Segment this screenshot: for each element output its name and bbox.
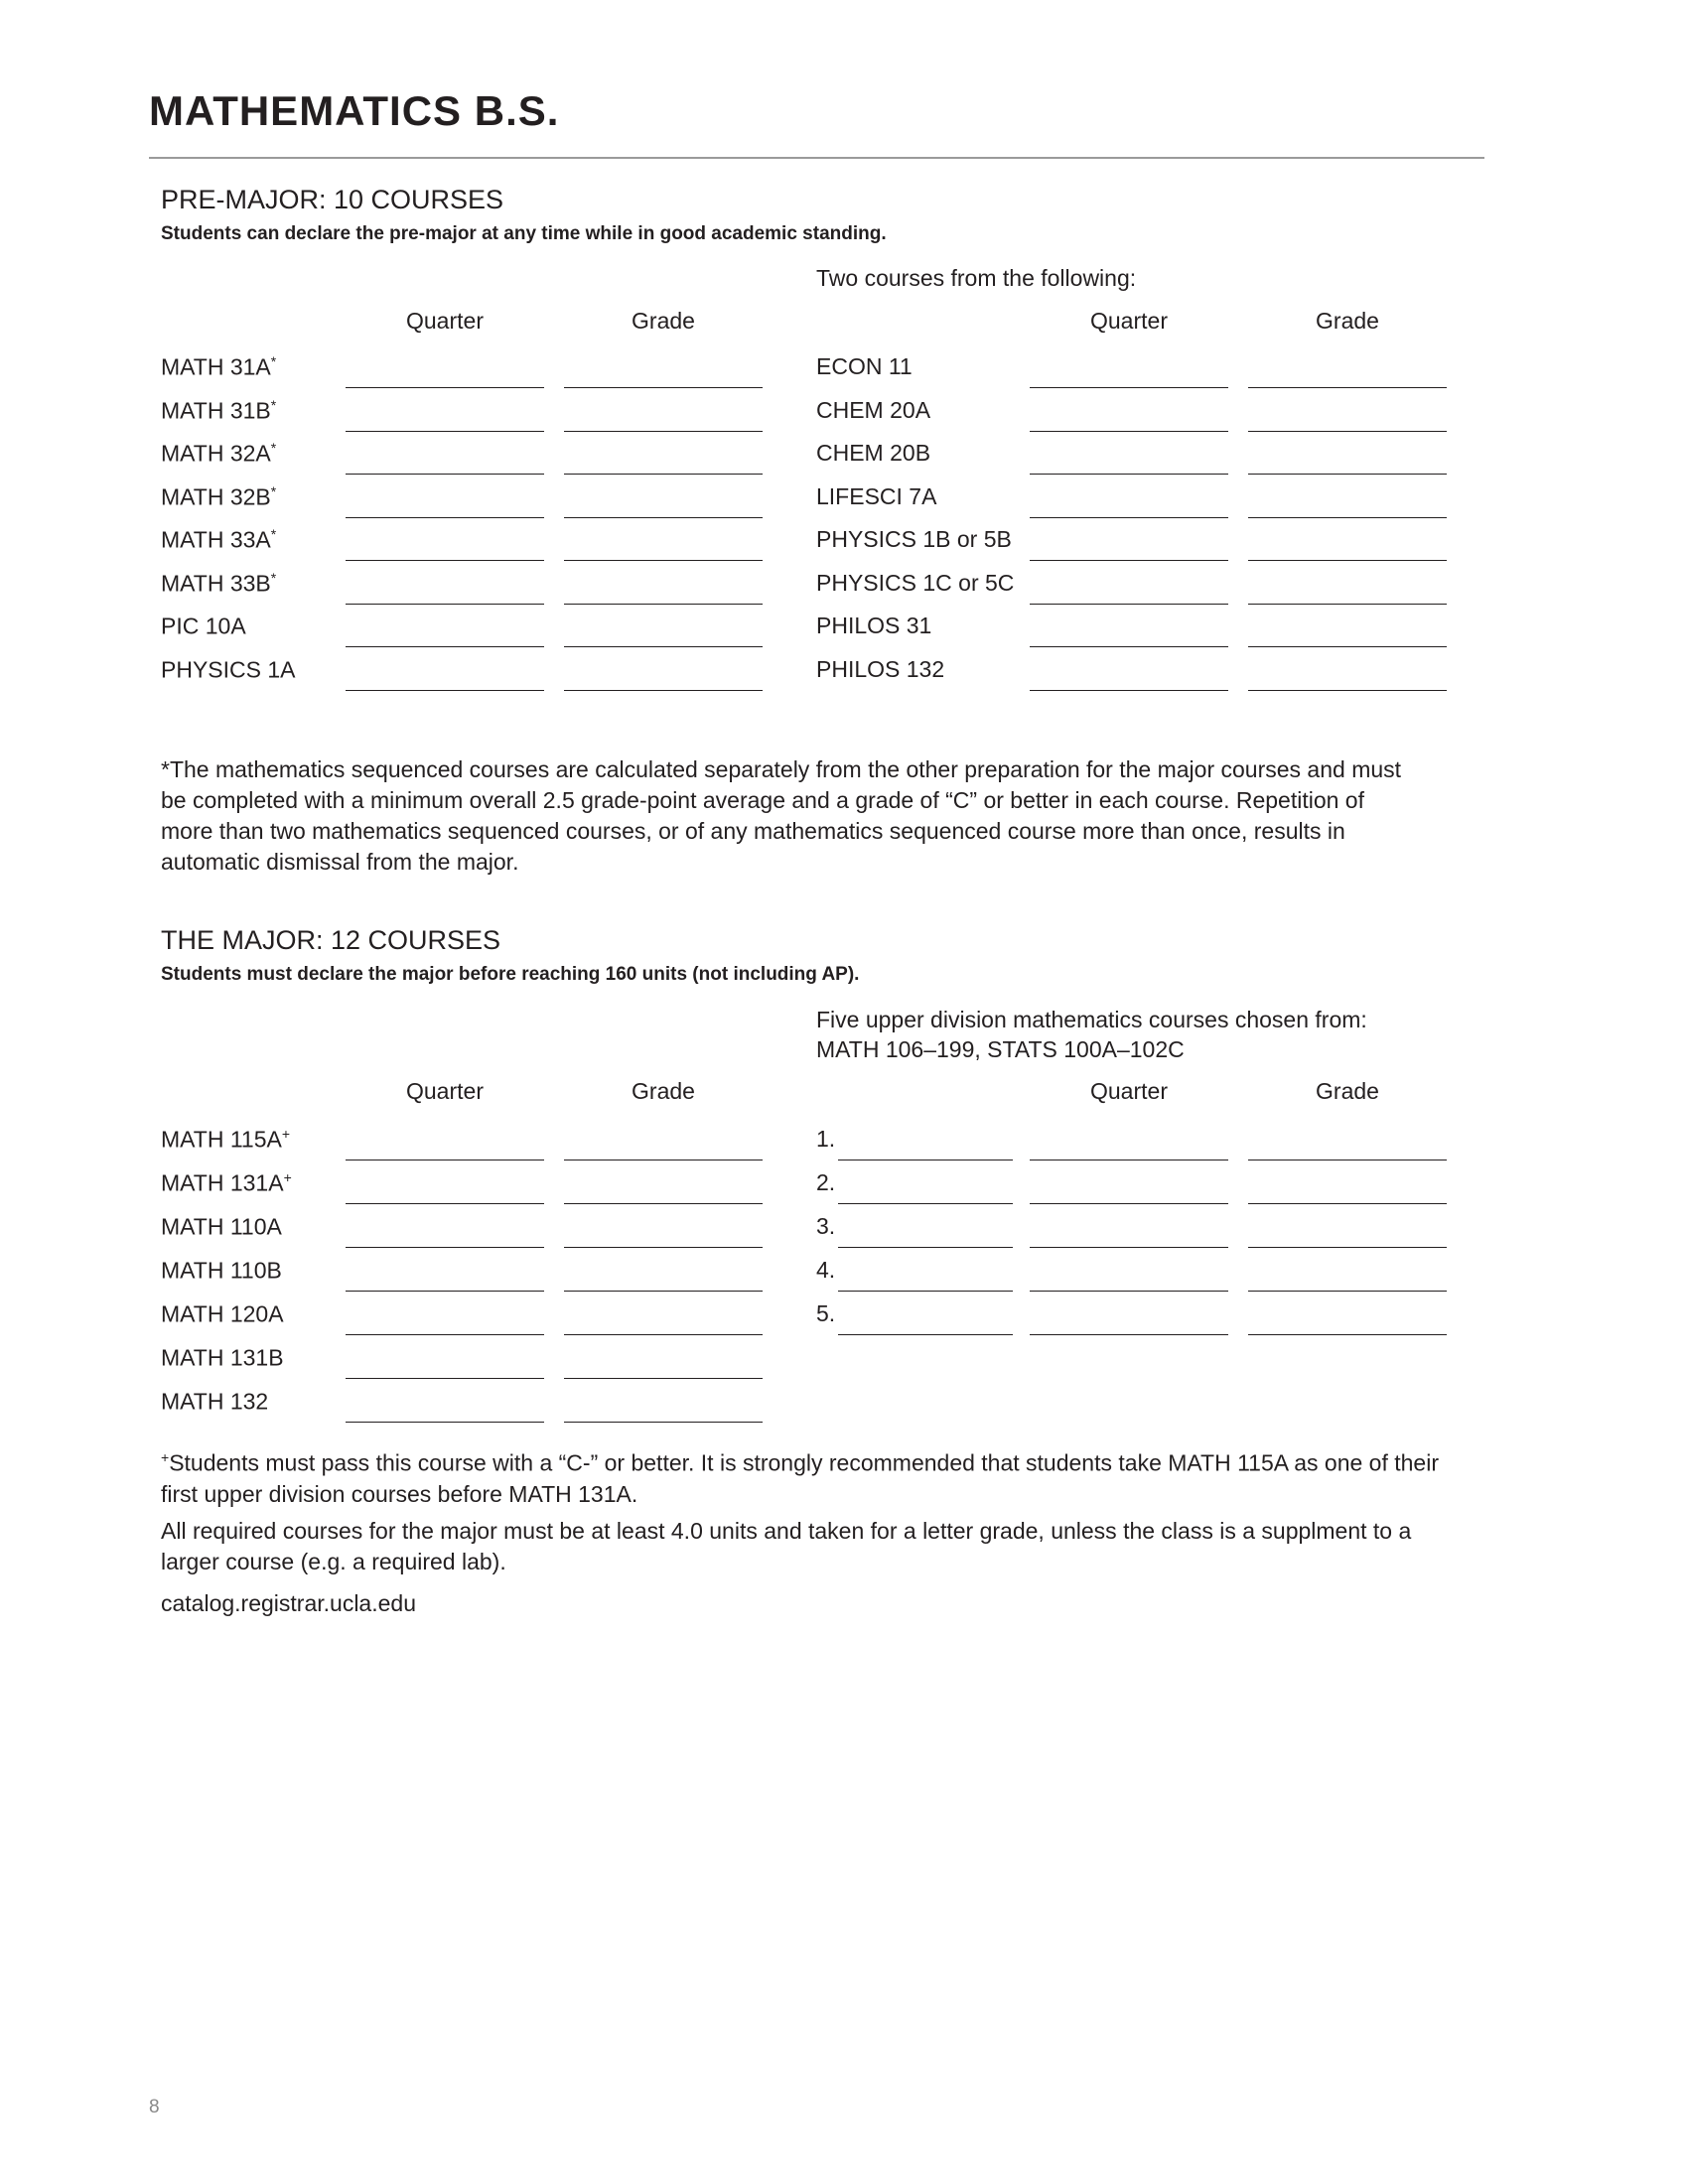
- course-name: [161, 1169, 292, 1197]
- pre-major-left-grade-header: Grade: [632, 308, 695, 334]
- major-elective-row: [816, 1257, 1571, 1300]
- quarter-entry-line[interactable]: [346, 1203, 544, 1204]
- course-name-text: PHILOS 31: [816, 613, 932, 638]
- course-name: [161, 1213, 282, 1241]
- major-right-grade-header: Grade: [1316, 1078, 1379, 1104]
- major-title: THE MAJOR: 12 COURSES: [161, 925, 501, 955]
- major-elective-row: [816, 1169, 1571, 1213]
- course-name: [161, 1344, 284, 1372]
- course-name: [816, 397, 930, 424]
- quarter-entry-line[interactable]: [346, 1422, 544, 1423]
- grade-entry-line[interactable]: [1248, 1334, 1447, 1335]
- course-mark: *: [270, 396, 277, 413]
- course-name-text: MATH 120A: [161, 1300, 284, 1327]
- pre-major-right-grade-header: Grade: [1316, 308, 1379, 334]
- grade-entry-line[interactable]: [1248, 474, 1447, 475]
- course-name: [816, 656, 944, 683]
- course-name-text: PHYSICS 1C or 5C: [816, 569, 1015, 596]
- pre-major-elective-intro: Two courses from the following:: [816, 265, 1137, 291]
- course-name-text: MATH 31B: [161, 397, 271, 424]
- course-name-text: MATH 115A: [161, 1126, 282, 1153]
- course-entry-line[interactable]: [838, 1334, 1013, 1335]
- major-grading-note: All required courses for the major must be at least 4.0 units and taken for a letter grade, unless the class is a supplment to a larger course (e.g. a required lab).: [161, 1518, 1412, 1574]
- quarter-entry-line[interactable]: [1030, 604, 1228, 605]
- quarter-entry-line[interactable]: [346, 517, 544, 518]
- quarter-entry-line[interactable]: [1030, 1203, 1228, 1204]
- course-mark: *: [270, 526, 277, 542]
- quarter-entry-line[interactable]: [1030, 560, 1228, 561]
- grade-entry-line[interactable]: [1248, 1203, 1447, 1204]
- quarter-entry-line[interactable]: [346, 690, 544, 691]
- course-entry-line[interactable]: [838, 1291, 1013, 1292]
- quarter-entry-line[interactable]: [1030, 1334, 1228, 1335]
- grade-entry-line[interactable]: [564, 1422, 763, 1423]
- course-entry-line[interactable]: [838, 1247, 1013, 1248]
- pre-major-course-row: [161, 526, 915, 570]
- pre-major-subtitle: Students can declare the pre-major at any time while in good academic standing.: [161, 223, 887, 244]
- row-number: 1.: [816, 1126, 836, 1152]
- course-name-text: MATH 132: [161, 1388, 269, 1415]
- pre-major-elective-row: [816, 526, 1571, 570]
- grade-entry-line[interactable]: [564, 474, 763, 475]
- course-name-text: MATH 31A: [161, 353, 271, 380]
- pre-major-left-quarter-header: Quarter: [406, 308, 484, 334]
- major-footnote-text: Students must pass this course with a “C-” or better. It is strongly recommended that students take MATH 115A as one of their first upper division courses before MATH 131A.: [161, 1449, 1439, 1507]
- major-elective-intro: [816, 1005, 1367, 1064]
- course-mark: *: [270, 440, 277, 456]
- course-name-text: MATH 32A: [161, 440, 271, 467]
- course-name-text: MATH 33A: [161, 526, 271, 553]
- major-elective-row: [816, 1300, 1571, 1344]
- quarter-entry-line[interactable]: [346, 1291, 544, 1292]
- course-name: [161, 613, 246, 640]
- pre-major-elective-row: [816, 656, 1571, 700]
- course-name-text: MATH 131B: [161, 1344, 284, 1371]
- pre-major-elective-row: [816, 440, 1571, 483]
- quarter-entry-line[interactable]: [1030, 1247, 1228, 1248]
- course-name-text: MATH 110A: [161, 1213, 282, 1240]
- pre-major-elective-row: [816, 353, 1571, 397]
- quarter-entry-line[interactable]: [346, 646, 544, 647]
- course-name-text: PIC 10A: [161, 613, 246, 639]
- major-course-row: [161, 1213, 915, 1257]
- grade-entry-line[interactable]: [564, 646, 763, 647]
- row-number: 4.: [816, 1257, 836, 1283]
- course-mark: *: [270, 353, 277, 369]
- course-name-text: MATH 33B: [161, 570, 271, 597]
- course-mark: +: [283, 1169, 292, 1185]
- quarter-entry-line[interactable]: [346, 1334, 544, 1335]
- course-name-text: CHEM 20B: [816, 440, 931, 466]
- pre-major-course-row: [161, 353, 915, 397]
- quarter-entry-line[interactable]: [346, 1378, 544, 1379]
- course-mark: *: [270, 569, 277, 586]
- major-course-row: [161, 1344, 915, 1388]
- course-name: [161, 353, 276, 381]
- pre-major-course-row: [161, 656, 915, 700]
- quarter-entry-line[interactable]: [1030, 431, 1228, 432]
- major-right-quarter-header: Quarter: [1090, 1078, 1168, 1104]
- major-elective-row: [816, 1126, 1571, 1169]
- major-footnote-mark: +: [161, 1449, 170, 1465]
- pre-major-title: PRE-MAJOR: 10 COURSES: [161, 185, 504, 214]
- course-name: [161, 656, 296, 684]
- course-name: [161, 1388, 268, 1416]
- grade-entry-line[interactable]: [564, 560, 763, 561]
- course-name-text: ECON 11: [816, 353, 913, 379]
- course-name: [161, 483, 276, 511]
- grade-entry-line[interactable]: [1248, 517, 1447, 518]
- course-name-text: CHEM 20A: [816, 396, 931, 423]
- course-name: [161, 570, 276, 598]
- course-name: [161, 526, 276, 554]
- quarter-entry-line[interactable]: [346, 560, 544, 561]
- page-title: MATHEMATICS B.S.: [149, 87, 560, 134]
- quarter-entry-line[interactable]: [1030, 646, 1228, 647]
- major-course-row: [161, 1300, 915, 1344]
- grade-entry-line[interactable]: [564, 517, 763, 518]
- course-name: [816, 353, 913, 380]
- quarter-entry-line[interactable]: [1030, 690, 1228, 691]
- course-mark: *: [270, 482, 277, 499]
- course-name-text: MATH 110B: [161, 1257, 282, 1284]
- course-name: [161, 1126, 290, 1154]
- course-name: [816, 570, 1014, 597]
- course-name-text: PHYSICS 1A: [161, 656, 296, 683]
- course-name: [816, 483, 936, 510]
- pre-major-course-row: [161, 613, 915, 656]
- grade-entry-line[interactable]: [564, 431, 763, 432]
- quarter-entry-line[interactable]: [346, 604, 544, 605]
- course-name-text: LIFESCI 7A: [816, 482, 937, 509]
- quarter-entry-line[interactable]: [346, 474, 544, 475]
- course-name: [161, 397, 276, 425]
- pre-major-course-row: [161, 440, 915, 483]
- quarter-entry-line[interactable]: [346, 387, 544, 388]
- course-name-text: PHILOS 132: [816, 655, 945, 682]
- title-divider: [149, 157, 1484, 159]
- major-course-row: [161, 1169, 915, 1213]
- course-name: [161, 1300, 284, 1328]
- grade-entry-line[interactable]: [564, 387, 763, 388]
- pre-major-right-quarter-header: Quarter: [1090, 308, 1168, 334]
- row-number: 3.: [816, 1213, 836, 1239]
- quarter-entry-line[interactable]: [346, 1247, 544, 1248]
- course-name-text: PHYSICS 1B or 5B: [816, 526, 1012, 552]
- grade-entry-line[interactable]: [564, 1291, 763, 1292]
- course-mark: +: [281, 1126, 291, 1142]
- course-name: [161, 440, 276, 468]
- major-course-row: [161, 1388, 915, 1432]
- grade-entry-line[interactable]: [1248, 690, 1447, 691]
- grade-entry-line[interactable]: [1248, 1247, 1447, 1248]
- pre-major-course-row: [161, 570, 915, 614]
- course-entry-line[interactable]: [838, 1203, 1013, 1204]
- grade-entry-line[interactable]: [1248, 646, 1447, 647]
- major-left-grade-header: Grade: [632, 1078, 695, 1104]
- quarter-entry-line[interactable]: [1030, 387, 1228, 388]
- grade-entry-line[interactable]: [1248, 431, 1447, 432]
- grade-entry-line[interactable]: [564, 1203, 763, 1204]
- grade-entry-line[interactable]: [1248, 604, 1447, 605]
- quarter-entry-line[interactable]: [1030, 1291, 1228, 1292]
- pre-major-footnote: *The mathematics sequenced courses are calculated separately from the other preparation for the major courses and must be completed with a minimum overall 2.5 grade-point average and a grade of “C” or better in each course. Repetition of more than two mathematics sequenced courses, or of any mathematics sequenced course more than once, results in automatic dismissal from the major.: [161, 756, 1402, 875]
- quarter-entry-line[interactable]: [1030, 517, 1228, 518]
- grade-entry-line[interactable]: [564, 604, 763, 605]
- major-course-row: [161, 1257, 915, 1300]
- grade-entry-line[interactable]: [1248, 387, 1447, 388]
- course-name-text: MATH 131A: [161, 1169, 284, 1196]
- major-subtitle: Students must declare the major before reaching 160 units (not including AP).: [161, 964, 860, 985]
- pre-major-elective-row: [816, 570, 1571, 614]
- grade-entry-line[interactable]: [1248, 1291, 1447, 1292]
- major-elective-row: [816, 1213, 1571, 1257]
- row-number: 2.: [816, 1169, 836, 1195]
- pre-major-course-row: [161, 483, 915, 527]
- pre-major-course-row: [161, 397, 915, 441]
- course-name: [816, 440, 930, 467]
- grade-entry-line[interactable]: [564, 1247, 763, 1248]
- catalog-url: catalog.registrar.ucla.edu: [161, 1590, 416, 1616]
- major-elective-intro-line2: MATH 106–199, STATS 100A–102C: [816, 1036, 1185, 1062]
- row-number: 5.: [816, 1300, 836, 1326]
- major-left-quarter-header: Quarter: [406, 1078, 484, 1104]
- major-footnote: [161, 1442, 1472, 1510]
- pre-major-elective-row: [816, 613, 1571, 656]
- pre-major-elective-row: [816, 483, 1571, 527]
- grade-entry-line[interactable]: [564, 690, 763, 691]
- major-elective-intro-line1: Five upper division mathematics courses chosen from:: [816, 1007, 1367, 1032]
- course-name: [816, 613, 931, 639]
- grade-entry-line[interactable]: [564, 1334, 763, 1335]
- quarter-entry-line[interactable]: [346, 431, 544, 432]
- quarter-entry-line[interactable]: [1030, 474, 1228, 475]
- course-name: [816, 526, 1012, 553]
- grade-entry-line[interactable]: [564, 1378, 763, 1379]
- major-course-row: [161, 1126, 915, 1169]
- grade-entry-line[interactable]: [1248, 560, 1447, 561]
- page-number: 8: [149, 2097, 160, 2117]
- course-name-text: MATH 32B: [161, 483, 271, 510]
- pre-major-elective-row: [816, 397, 1571, 441]
- course-name: [161, 1257, 282, 1285]
